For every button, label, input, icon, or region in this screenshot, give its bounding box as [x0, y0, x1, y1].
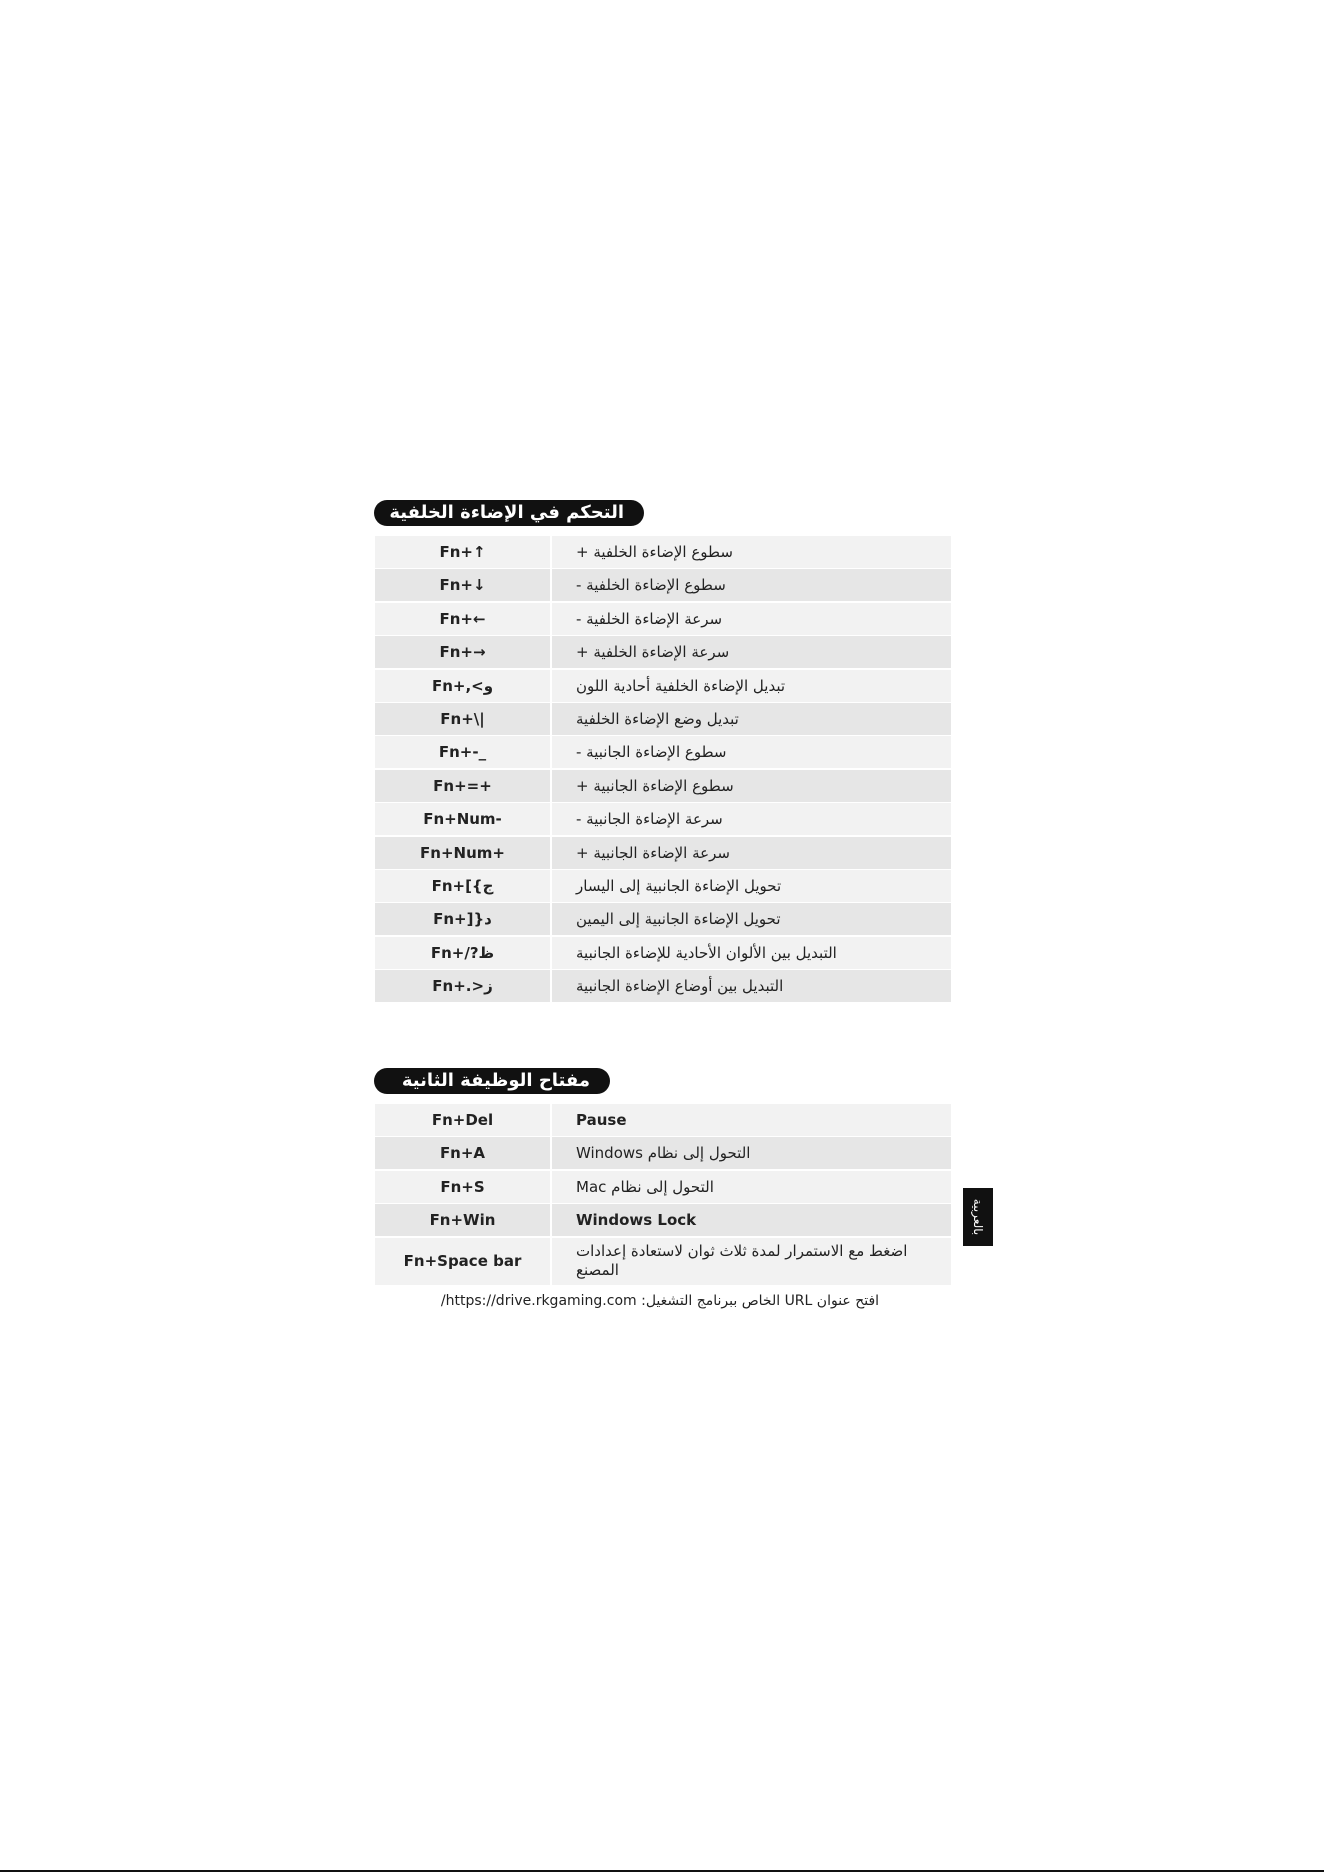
language-side-tab: [963, 1188, 993, 1246]
shortcut-key: Fn+,<و: [375, 670, 552, 702]
shortcut-description: اضغط مع الاستمرار لمدة ثلاث ثوان لاستعادة إعدادات المصنع: [576, 1242, 908, 1280]
shortcut-description: التحول إلى نظام Windows: [576, 1144, 751, 1163]
shortcut-key: Fn+]}د: [375, 903, 552, 935]
shortcut-key: Fn+Num-: [375, 803, 552, 835]
shortcut-description: تحويل الإضاءة الجانبية إلى اليسار: [576, 876, 782, 895]
shortcut-key: Fn+↓: [375, 569, 552, 601]
table-row: [375, 603, 951, 635]
table-row: [375, 703, 951, 735]
section-title-second-function-key: مفتاح الوظيفة الثانية: [374, 1068, 610, 1094]
table-row: [375, 870, 951, 902]
shortcut-description: التحول إلى نظام Mac: [576, 1177, 714, 1196]
shortcut-description: Pause: [576, 1111, 627, 1129]
second-function-shortcut-table: [375, 1104, 951, 1286]
table-row: [375, 670, 951, 702]
table-row: [375, 1238, 951, 1285]
shortcut-key: Fn+Del: [375, 1104, 552, 1136]
shortcut-key: Fn+←: [375, 603, 552, 635]
shortcut-description: سطوع الإضاءة الخلفية +: [576, 543, 733, 561]
table-row: [375, 1171, 951, 1203]
shortcut-key: Fn+Win: [375, 1204, 552, 1236]
language-tab-label: بالعربية: [971, 1198, 985, 1236]
table-row: [375, 1104, 951, 1136]
table-row: [375, 770, 951, 802]
table-row: [375, 803, 951, 835]
shortcut-key: Fn+A: [375, 1137, 552, 1169]
shortcut-key: Fn+.>ز: [375, 970, 552, 1002]
table-row: [375, 903, 951, 935]
shortcut-key: Fn+→: [375, 636, 552, 668]
table-row: [375, 837, 951, 869]
table-row: [375, 937, 951, 969]
driver-url-note: افتح عنوان URL الخاص ببرنامج التشغيل: https://drive.rkgaming.com/: [440, 1293, 880, 1309]
shortcut-description: تبديل وضع الإضاءة الخلفية: [576, 709, 739, 728]
shortcut-description: سطوع الإضاءة الجانبية +: [576, 776, 734, 795]
shortcut-description: سرعة الإضاءة الخلفية +: [576, 643, 730, 662]
shortcut-key: Fn+Space bar: [375, 1238, 552, 1285]
shortcut-description: التبديل بين الألوان الأحادية للإضاءة الجانبية: [576, 943, 837, 962]
table-row: [375, 569, 951, 601]
shortcut-key: Fn+/?ظ: [375, 937, 552, 969]
shortcut-description: سرعة الإضاءة الخلفية -: [576, 609, 723, 628]
shortcut-description: تبديل الإضاءة الخلفية أحادية اللون: [576, 676, 786, 695]
shortcut-key: Fn+\|: [375, 703, 552, 735]
shortcut-key: Fn+[{ج: [375, 870, 552, 902]
table-row: [375, 1204, 951, 1236]
table-row: [375, 1137, 951, 1169]
shortcut-description: Windows Lock: [576, 1211, 697, 1230]
table-row: [375, 536, 951, 568]
shortcut-description: سطوع الإضاءة الخلفية -: [576, 576, 726, 595]
shortcut-key: Fn+S: [375, 1171, 552, 1203]
shortcut-key: Fn+↑: [375, 536, 552, 568]
table-row: [375, 636, 951, 668]
shortcut-key: Fn+Num+: [375, 837, 552, 869]
table-row: [375, 970, 951, 1002]
shortcut-description: التبديل بين أوضاع الإضاءة الجانبية: [576, 977, 784, 996]
backlight-shortcut-table: [375, 536, 951, 1003]
shortcut-description: سرعة الإضاءة الجانبية +: [576, 843, 730, 862]
section-title-backlight-control: التحكم في الإضاءة الخلفية: [374, 500, 644, 526]
shortcut-key: Fn+=+: [375, 770, 552, 802]
shortcut-key: Fn+-_: [375, 736, 552, 768]
shortcut-description: سرعة الإضاءة الجانبية -: [576, 810, 723, 829]
shortcut-description: سطوع الإضاءة الجانبية -: [576, 743, 727, 762]
table-row: [375, 736, 951, 768]
shortcut-description: تحويل الإضاءة الجانبية إلى اليمين: [576, 910, 781, 929]
